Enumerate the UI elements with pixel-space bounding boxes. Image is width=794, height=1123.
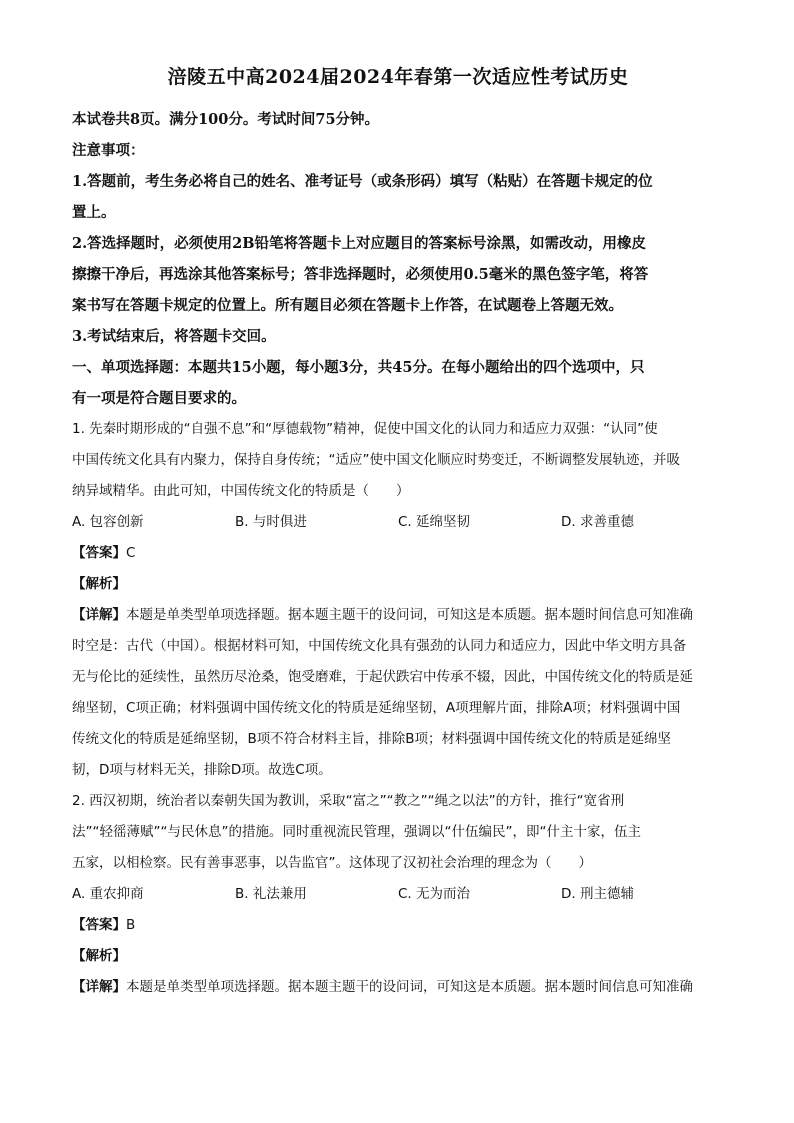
question-stem-line: 2. 西汉初期，统治者以秦朝失国为教训，采取“富之”“教之”“绳之以法”的方针，推行“宽省刑 [72,793,625,809]
option-b: B. 与时俱进 [235,514,307,530]
instruction-line: 1.答题前，考生务必将自己的姓名、准考证号（或条形码）填写（粘贴）在答题卡规定的位 [72,173,653,190]
detail-text: 本题是单类型单项选择题。据本题主题干的设问词，可知这是本质题。据本题时间信息可知准确 [126,979,693,995]
answer-line [72,910,724,941]
section-heading: 一、单项选择题：本题共15小题，每小题3分，共45分。在每小题给出的四个选项中，只 [72,359,645,376]
analysis-line [72,941,724,972]
options-row [72,507,724,538]
question-stem-line: 五家，以相检察。民有善事恶事，以告监官”。这体现了汉初社会治理的理念为（ ） [72,855,592,871]
option-c: C. 延绵坚韧 [398,514,471,530]
exam-page [72,62,724,1003]
detail-line: 韧，D项与材料无关，排除D项。故选C项。 [72,762,332,778]
option-c: C. 无为而治 [398,886,471,902]
question-stem-line: 中国传统文化具有内聚力，保持自身传统；“适应”使中国文化顺应时势变迁，不断调整发展轨迹，并吸 [72,452,680,468]
detail-line: 无与伦比的延续性，虽然历尽沧桑，饱受磨难，于起伏跌宕中传承不辍，因此，中国传统文化的特质是延 [72,669,693,685]
instruction-line: 擦擦干净后，再选涂其他答案标号；答非选择题时，必须使用0.5毫米的黑色签字笔，将答 [72,266,649,283]
instruction-line: 案书写在答题卡规定的位置上。所有题目必须在答题卡上作答，在试题卷上答题无效。 [72,297,623,314]
detail-line [72,972,724,1003]
answer-label: 【答案】 [72,545,126,561]
instruction-line: 3.考试结束后，将答题卡交回。 [72,328,276,345]
question-stem-line: 1. 先秦时期形成的“自强不息”和“厚德载物”精神，促使中国文化的认同力和适应力双强：“认同”使 [72,421,658,437]
detail-line: 传统文化的特质是延绵坚韧，B项不符合材料主旨，排除B项；材料强调中国传统文化的特质是延绵坚 [72,731,672,747]
detail-line: 时空是：古代（中国）。根据材料可知，中国传统文化具有强劲的认同力和适应力，因此中华文明方具备 [72,638,687,654]
instruction-line: 2.答选择题时，必须使用2B铅笔将答题卡上对应题目的答案标号涂黑，如需改动，用橡皮 [72,235,646,252]
analysis-label: 【解析】 [72,576,126,592]
question-stem-line: 纳异域精华。由此可知，中国传统文化的特质是（ ） [72,483,410,499]
analysis-line [72,569,724,600]
answer-line [72,538,724,569]
detail-text: 本题是单类型单项选择题。据本题主题干的设问词，可知这是本质题。据本题时间信息可知准确 [126,607,693,623]
analysis-label: 【解析】 [72,948,126,964]
answer-value: C [126,545,136,561]
option-d: D. 刑主德辅 [561,886,634,902]
section-heading: 有一项是符合题目要求的。 [72,390,246,407]
instruction-line: 注意事项： [72,142,145,159]
detail-line [72,600,724,631]
option-a: A. 包容创新 [72,514,144,530]
option-b: B. 礼法兼用 [235,886,307,902]
question-1 [72,414,724,786]
question-2 [72,786,724,1003]
detail-label: 【详解】 [72,979,126,995]
answer-label: 【答案】 [72,917,126,933]
question-stem-line: 法”“轻徭薄赋”“与民休息”的措施。同时重视流民管理，强调以“什伍编民”，即“什主十家，伍主 [72,824,641,840]
instruction-line: 置上。 [72,204,116,221]
options-row [72,879,724,910]
answer-value: B [126,917,136,933]
detail-label: 【详解】 [72,607,126,623]
exam-title: 涪陵五中高2024届2024年春第一次适应性考试历史 [167,66,629,88]
option-d: D. 求善重德 [561,514,634,530]
instruction-line: 本试卷共8页。满分100分。考试时间75分钟。 [72,111,380,128]
detail-line: 绵坚韧，C项正确；材料强调中国传统文化的特质是延绵坚韧，A项理解片面，排除A项；材料强调中国 [72,700,681,716]
exam-instructions [72,104,724,414]
option-a: A. 重农抑商 [72,886,144,902]
